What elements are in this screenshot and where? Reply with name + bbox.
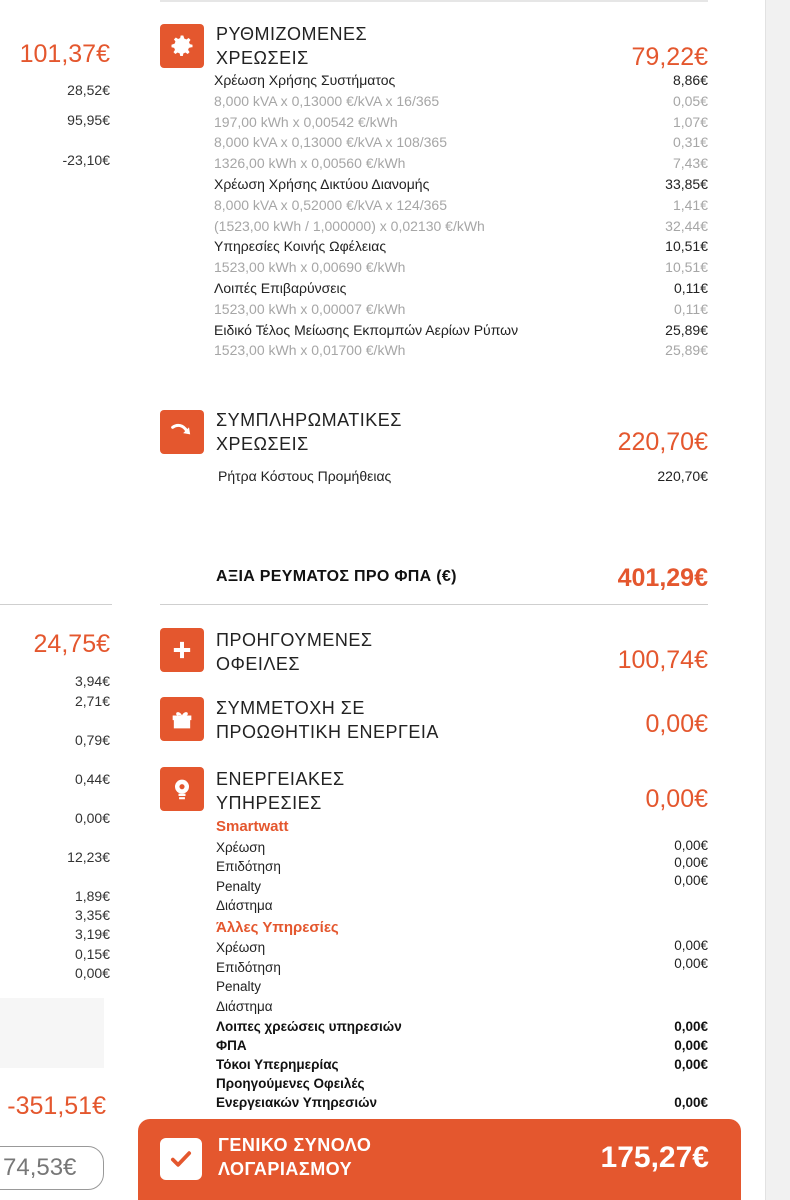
left-value: 0,44€ [74,771,110,787]
smartwatt-value: 0,00€ [674,873,708,888]
gift-icon [160,697,204,741]
energy-services-title: ΕΝΕΡΓΕΙΑΚΕΣ ΥΠΗΡΕΣΙΕΣ [216,769,345,813]
other-services-value: 0,00€ [674,956,708,971]
smartwatt-label: Penalty [216,879,262,894]
energy-services-amount: 0,00€ [645,785,708,813]
curved-arrow-icon [160,410,204,454]
left-value: 95,95€ [67,112,110,128]
supplementary-row: Ρήτρα Κόστους Προμήθειας 220,70€ [218,468,708,484]
regulated-row [214,257,708,277]
left-value: 28,52€ [67,82,110,98]
other-services-label: Επιδότηση [216,960,281,975]
services-summary-row: Προηγούμενες Οφειλές [216,1076,365,1091]
regulated-row-value: 0,11€ [674,280,708,296]
other-services-value: 0,00€ [674,938,708,953]
previous-debts-amount: 100,74€ [617,646,708,674]
page-edge-strip [765,0,790,1200]
regulated-row-label: 8,000 kVA x 0,13000 €/kVA x 108/365 [214,134,447,151]
regulated-row [214,320,708,340]
smartwatt-label: Χρέωση [216,840,266,855]
left-value: -23,10€ [62,152,110,168]
regulated-row-label: 8,000 kVA x 0,52000 €/kVA x 124/365 [214,196,447,213]
regulated-row [214,132,708,152]
regulated-row-value: 1,41€ [672,196,708,213]
plus-icon [160,628,204,672]
left-shaded-box [0,998,104,1068]
left-value: 0,00€ [74,965,110,981]
top-divider [160,0,708,2]
checkmark-icon [160,1138,202,1180]
regulated-row-value: 0,31€ [672,134,708,151]
regulated-row-value: 32,44€ [665,217,708,234]
smartwatt-label: Επιδότηση [216,859,281,874]
gear-icon [160,24,204,68]
services-summary-row: Τόκοι Υπερημερίας 0,00€ [216,1057,708,1072]
left-amount-2: 24,75€ [33,630,110,658]
promo-title: ΣΥΜΜΕΤΟΧΗ ΣΕ ΠΡΟΩΘΗΤΙΚΗ ΕΝΕΡΓΕΙΑ [216,698,439,742]
left-value: 0,79€ [74,732,110,748]
left-value: 1,89€ [74,888,110,904]
grand-total-amount: 175,27€ [600,1141,709,1174]
regulated-row-value: 0,05€ [672,92,708,109]
left-value: 0,00€ [74,810,110,826]
regulated-row [214,195,708,215]
regulated-row-label: Χρέωση Χρήσης Συστήματος [214,72,396,88]
regulated-row-label: (1523,00 kWh / 1,000000) x 0,02130 €/kWh [214,217,485,234]
smartwatt-value: 0,00€ [674,838,708,853]
left-amount-4: 74,53€ [3,1154,77,1181]
smartwatt-label: Διάστημα [216,898,273,913]
left-value: 0,15€ [74,946,110,962]
regulated-row-label: Υπηρεσίες Κοινής Ωφέλειας [214,238,387,255]
power-value-label: ΑΞΙΑ ΡΕΥΜΑΤΟΣ ΠΡΟ ΦΠΑ (€) [216,568,457,585]
regulated-row-value: 7,43€ [672,155,708,172]
regulated-row-label: Χρέωση Χρήσης Δικτύου Διανομής [214,176,430,192]
supplementary-amount: 220,70€ [617,428,708,456]
regulated-row-label: Ειδικό Τέλος Μείωσης Εκπομπών Αερίων Ρύπων [214,321,519,338]
regulated-row-label: 1326,00 kWh x 0,00560 €/kWh [214,155,406,172]
regulated-row [214,278,708,298]
regulated-row-label: 1523,00 kWh x 0,00007 €/kWh [214,300,406,317]
regulated-row-value: 8,86€ [672,72,708,88]
regulated-row-label: 1523,00 kWh x 0,01700 €/kWh [214,342,406,359]
smartwatt-title: Smartwatt [216,818,289,835]
other-services-label: Διάστημα [216,999,273,1014]
regulated-row-value: 25,89€ [665,342,708,359]
smartwatt-value: 0,00€ [674,855,708,870]
regulated-row-value: 25,89€ [665,321,708,338]
regulated-row-value: 1,07€ [672,113,708,130]
services-summary-row: Λοιπες χρεώσεις υπηρεσιών 0,00€ [216,1019,708,1034]
regulated-row [214,340,708,360]
left-total-pill [0,1146,104,1190]
regulated-amount: 79,22€ [631,43,708,71]
regulated-row-value: 33,85€ [665,176,708,192]
regulated-row [214,70,708,90]
services-summary-row: Ενεργειακών Υπηρεσιών 0,00€ [216,1095,708,1110]
left-amount-1: 101,37€ [19,40,110,68]
regulated-row [214,299,708,319]
regulated-row [214,216,708,236]
left-value: 12,23€ [67,849,110,865]
lightbulb-gear-icon [160,767,204,811]
regulated-row-value: 10,51€ [665,259,708,276]
left-value: 3,35€ [74,907,110,923]
regulated-row [214,236,708,256]
regulated-row [214,174,708,194]
regulated-row [214,112,708,132]
power-value-amount: 401,29€ [617,564,708,592]
supplementary-title: ΣΥΜΠΛΗΡΩΜΑΤΙΚΕΣ ΧΡΕΩΣΕΙΣ [216,410,402,454]
regulated-row-value: 0,11€ [674,300,708,317]
regulated-row-label: 1523,00 kWh x 0,00690 €/kWh [214,259,406,276]
left-value: 3,19€ [74,926,110,942]
regulated-row-label: 197,00 kWh x 0,00542 €/kWh [214,113,398,130]
grand-total-label: ΓΕΝΙΚΟ ΣΥΝΟΛΟ ΛΟΓΑΡΙΑΣΜΟΥ [218,1135,372,1179]
regulated-row-label: 8,000 kVA x 0,13000 €/kVA x 16/365 [214,92,440,109]
regulated-row [214,91,708,111]
other-services-label: Penalty [216,979,262,994]
other-services-title: Άλλες Υπηρεσίες [216,919,339,936]
section-divider [160,604,708,605]
left-amount-3: -351,51€ [7,1092,106,1120]
grand-total-bar [138,1119,741,1200]
services-summary-row: ΦΠΑ 0,00€ [216,1038,708,1053]
promo-amount: 0,00€ [645,710,708,738]
left-divider [0,604,112,605]
left-value: 3,94€ [74,673,110,689]
regulated-row-value: 10,51€ [665,238,708,255]
left-value: 2,71€ [74,693,110,709]
regulated-title: ΡΥΘΜΙΖΟΜΕΝΕΣ ΧΡΕΩΣΕΙΣ [216,24,368,68]
previous-debts-title: ΠΡΟΗΓΟΥΜΕΝΕΣ ΟΦΕΙΛΕΣ [216,630,373,674]
other-services-label: Χρέωση [216,940,266,955]
regulated-row [214,153,708,173]
regulated-row-label: Λοιπές Επιβαρύνσεις [214,280,347,296]
